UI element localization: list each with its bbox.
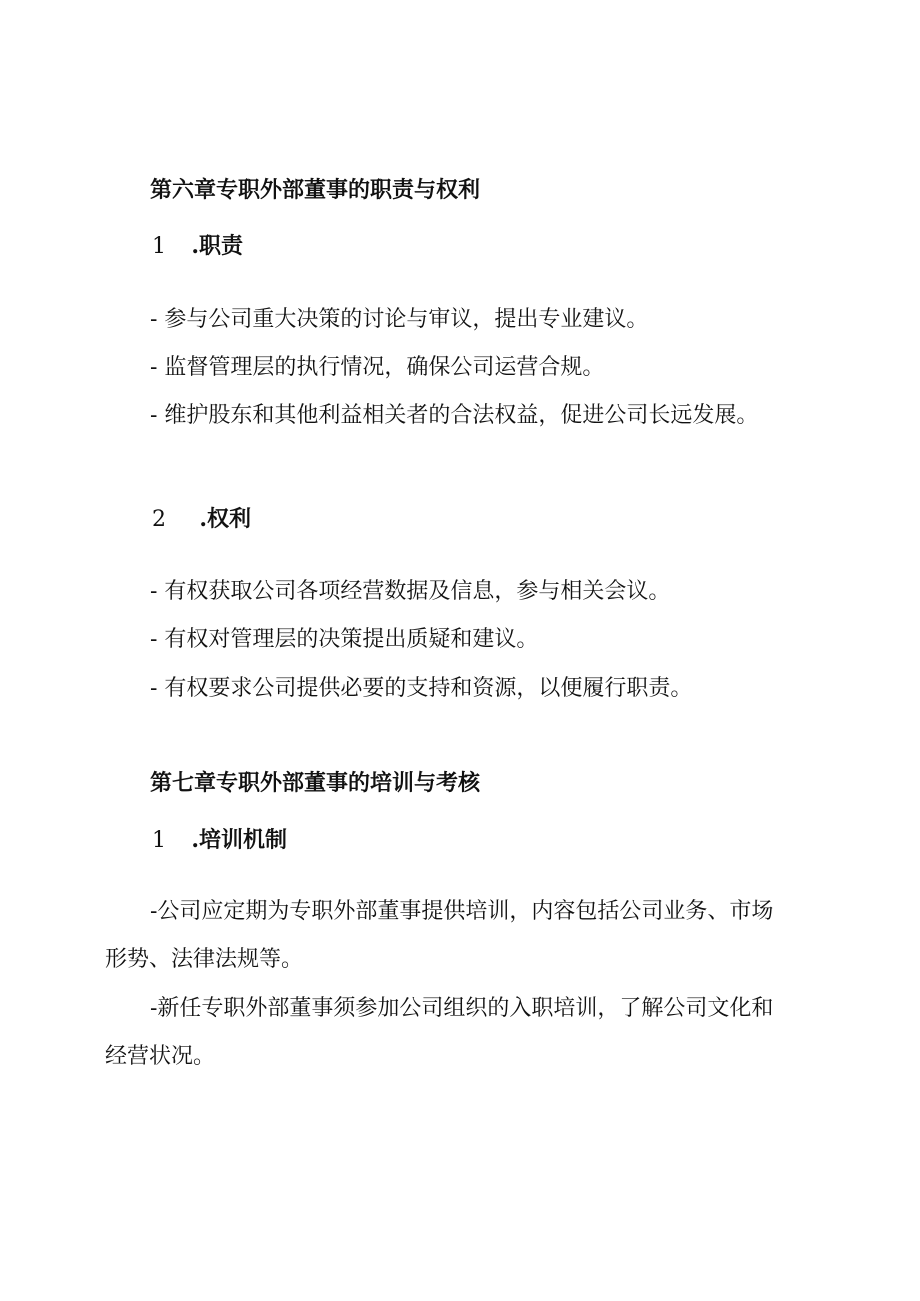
section-number: 2: [152, 507, 166, 532]
chapter-6-section-1-heading: [152, 231, 243, 262]
training-paragraph-1-line-1: -公司应定期为专职外部董事提供培训，内容包括公司业务、市场: [150, 899, 774, 924]
right-item-2: - 有权对管理层的决策提出质疑和建议。: [150, 627, 539, 652]
chapter-7-section-1-heading: [152, 825, 287, 856]
chapter-6-section-2-heading: [152, 504, 251, 535]
duty-item-3: - 维护股东和其他利益相关者的合法权益，促进公司长远发展。: [150, 403, 759, 428]
section-title: .权利: [199, 506, 252, 532]
right-item-1: - 有权获取公司各项经营数据及信息，参与相关会议。: [150, 579, 671, 604]
training-paragraph-2-line-2: 经营状况。: [105, 1044, 216, 1069]
duty-item-1: - 参与公司重大决策的讨论与审议，提出专业建议。: [150, 307, 649, 332]
section-title: .培训机制: [191, 827, 288, 853]
training-paragraph-2-line-1: -新任专职外部董事须参加公司组织的入职培训，了解公司文化和: [150, 996, 774, 1021]
chapter-6-title: 第六章专职外部董事的职责与权利: [150, 177, 481, 203]
section-number: 1: [152, 828, 166, 853]
section-title: .职责: [191, 233, 244, 259]
chapter-7-title: 第七章专职外部董事的培训与考核: [150, 770, 481, 796]
training-paragraph-1-line-2: 形势、法律法规等。: [105, 947, 304, 972]
right-item-3: - 有权要求公司提供必要的支持和资源，以便履行职责。: [150, 676, 693, 701]
duty-item-2: - 监督管理层的执行情况，确保公司运营合规。: [150, 355, 605, 380]
section-number: 1: [152, 234, 166, 259]
